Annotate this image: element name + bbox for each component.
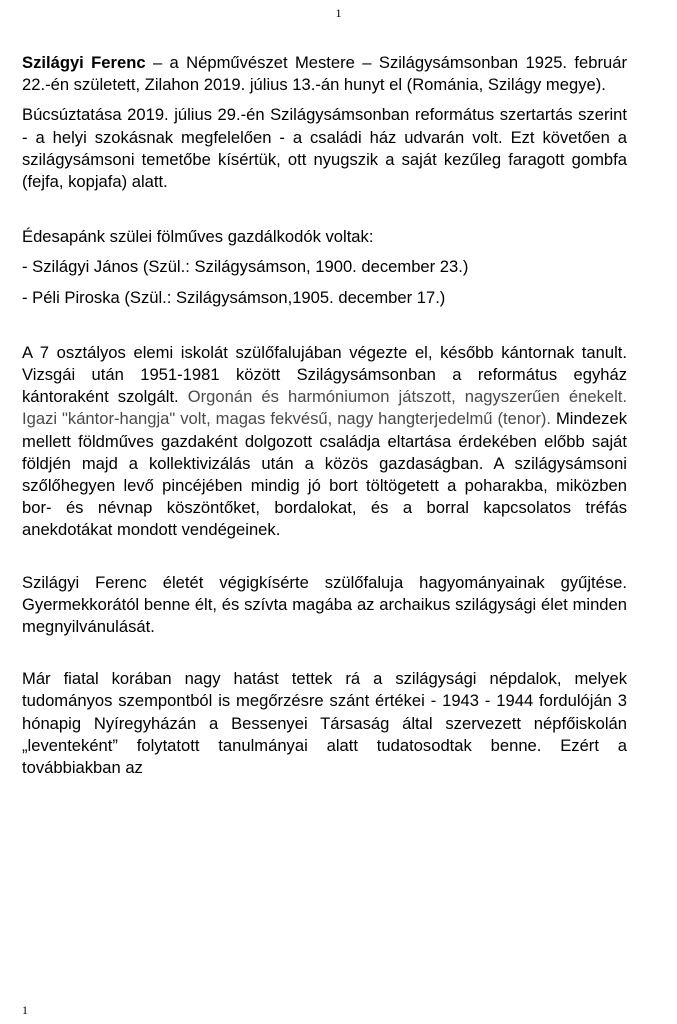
footer-page-number: 1 — [22, 1003, 28, 1017]
school-paragraph — [22, 342, 627, 542]
intro-text: – a Népművészet Mestere – Szilágysámsonban 1925. február 22.-én született, Zilahon 2019. július 13.-án hunyt el (Románia, Szilágy megye). — [22, 53, 627, 95]
parents-intro: Édesapánk szülei fölműves gazdálkodók voltak: — [22, 227, 374, 247]
parent-item-father: - Szilágyi János (Szül.: Szilágysámson, 1900. december 23.) — [22, 257, 469, 277]
school-text-part1: A 7 osztályos elemi iskolát szülőfalujában végezte el, később kántornak tanult. Vizsgái után 1951-1981 között Szilágysámsonban a református egyház kántoraként szolgált. — [22, 342, 627, 407]
school-text-highlight: Orgonán és harmóniumon játszott, nagyszerűen énekelt. Igazi "kántor-hangja" volt, magas fekvésű, nagy hangterjedelmű (tenor). — [22, 387, 627, 429]
intro-paragraph — [22, 52, 627, 96]
person-name: Szilágyi Ferenc — [22, 53, 146, 72]
school-text-part3: Mindezek mellett földműves gazdaként dolgozott családja eltartása érdekében előbb saját földjén majd a kollektivizálás után a közös gazdaságban. A szilágysámsoni szőlőhegyen levő pincéjében mindig jó bort töltögetett a poharakba, miközben bor- és névnap köszöntőket, bordalokat, és a borral kapcsolatos tréfás anekdotákat mondott vendégeinek. — [22, 409, 627, 540]
funeral-paragraph: Búcsúztatása 2019. július 29.-én Szilágysámsonban református szertartás szerint - a helyi szokásnak megfelelően - a családi ház udvarán volt. Ezt követően a szilágysámsoni temetőbe kísértük, ott nyugszik a saját kezűleg faragott gombfa (fejfa, kopjafa) alatt. — [22, 105, 627, 192]
traditions-paragraph: Szilágyi Ferenc életét végigkísérte szülőfaluja hagyományainak gyűjtése. Gyermekkorától benne élt, és szívta magába az archaikus szilágysági élet minden megnyilvánulását. — [22, 572, 627, 637]
header-page-number: 1 — [335, 6, 342, 20]
document-body — [22, 52, 627, 779]
folksongs-paragraph: Már fiatal korában nagy hatást tettek rá a szilágysági népdalok, melyek tudományos szempontból is megőrzésre szánt értékei - 1943 - 1944 fordulóján 3 hónapig Nyíregyházán a Bessenyei Társaság által szervezett népfőiskolán „leventeként” folytatott tanulmányai alatt tudatosodtak benne. Ezért a továbbiakban az — [22, 669, 627, 778]
parent-item-mother: - Péli Piroska (Szül.: Szilágysámson,1905. december 17.) — [22, 287, 446, 307]
